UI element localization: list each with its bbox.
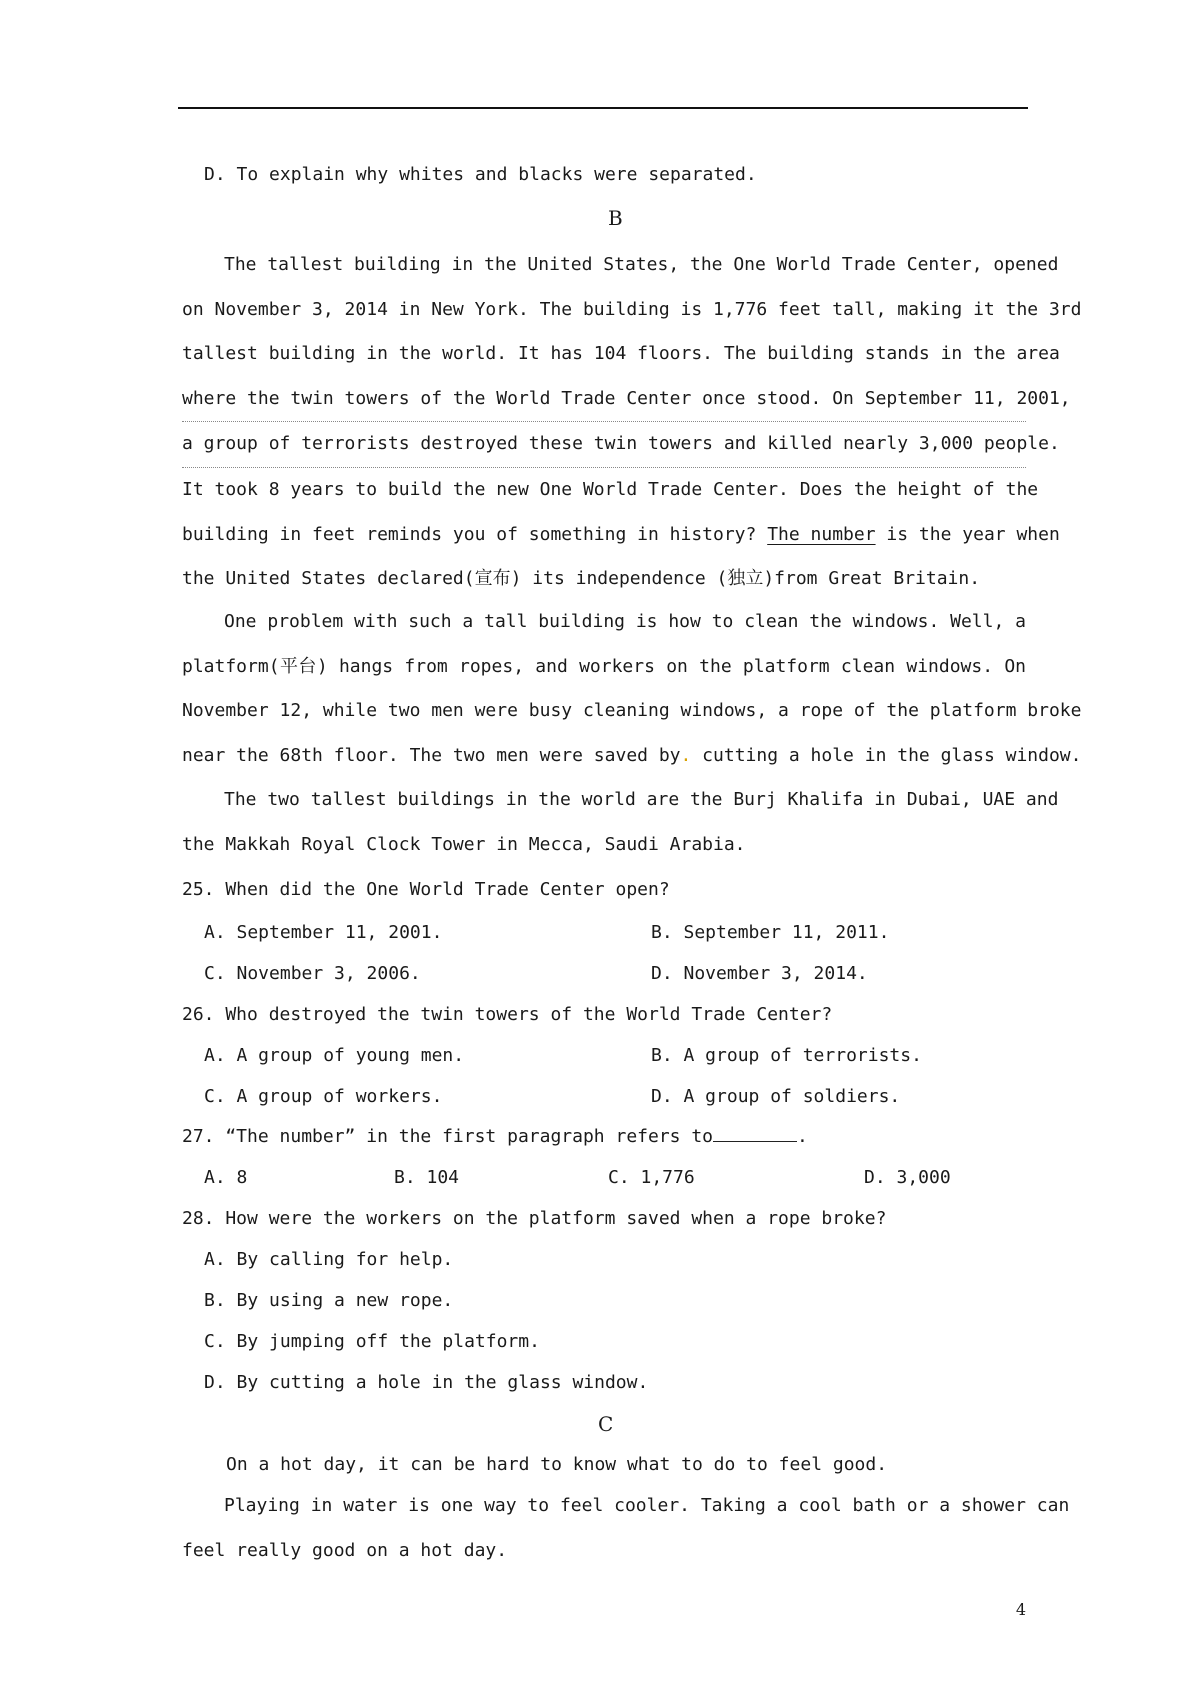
text-line: tallest building in the world. It has 104 floors. The building stands in the area xyxy=(182,343,1060,365)
question-26-stem: 26. Who destroyed the twin towers of the World Trade Center? xyxy=(182,1004,833,1025)
page-number: 4 xyxy=(1015,1600,1026,1619)
question-26-option-b: B. A group of terrorists. xyxy=(651,1045,922,1066)
text-segment: 27. “The number” in the first paragraph refers to xyxy=(182,1126,714,1147)
answer-blank xyxy=(713,1127,797,1142)
question-27-option-a: A. 8 xyxy=(204,1167,248,1188)
question-28-option-d: D. By cutting a hole in the glass window. xyxy=(204,1372,649,1393)
text-line: on November 3, 2014 in New York. The building is 1,776 feet tall, making it the 3rd xyxy=(182,298,1082,320)
highlight-mark: . xyxy=(680,744,692,766)
text-segment: . xyxy=(797,1126,808,1147)
section-b-heading: B xyxy=(608,206,623,230)
text-segment: near the 68th floor. The two men were saved by xyxy=(182,744,681,766)
question-28-option-b: B. By using a new rope. xyxy=(204,1290,454,1311)
question-25-option-c: C. November 3, 2006. xyxy=(204,963,421,984)
section-c-heading: C xyxy=(598,1412,614,1436)
text-line xyxy=(182,734,1082,779)
question-26-option-a: A. A group of young men. xyxy=(204,1045,465,1066)
question-28-option-a: A. By calling for help. xyxy=(204,1249,454,1270)
prev-question-option-d: D. To explain why whites and blacks were separated. xyxy=(204,164,757,185)
text-line: It took 8 years to build the new One World Trade Center. Does the height of the xyxy=(182,478,1039,500)
question-28-stem: 28. How were the workers on the platform saved when a rope broke? xyxy=(182,1208,887,1229)
text-line: Playing in water is one way to feel cooler. Taking a cool bath or a shower can xyxy=(224,1495,1070,1516)
question-27-option-d: D. 3,000 xyxy=(864,1167,951,1188)
question-25-stem: 25. When did the One World Trade Center open? xyxy=(182,879,670,900)
text-line: feel really good on a hot day. xyxy=(182,1539,508,1561)
text-line xyxy=(182,513,1060,558)
question-25-option-b: B. September 11, 2011. xyxy=(651,922,890,943)
section-c-line-1: On a hot day, it can be hard to know what to do to feel good. xyxy=(226,1454,888,1475)
question-28-option-c: C. By jumping off the platform. xyxy=(204,1331,540,1352)
question-26-option-c: C. A group of workers. xyxy=(204,1086,443,1107)
question-25-option-a: A. September 11, 2001. xyxy=(204,922,443,943)
question-25-option-d: D. November 3, 2014. xyxy=(651,963,868,984)
question-27-option-c: C. 1,776 xyxy=(608,1167,695,1188)
section-b-paragraph-2 xyxy=(182,600,1082,778)
text-line: November 12, while two men were busy cleaning windows, a rope of the platform broke xyxy=(182,700,1082,722)
text-segment: building in feet reminds you of something in history? xyxy=(182,523,757,545)
header-rule xyxy=(178,107,1028,109)
question-26-option-d: D. A group of soldiers. xyxy=(651,1086,901,1107)
text-line: where the twin towers of the World Trade Center once stood. On September 11, 2001, xyxy=(182,377,1026,423)
section-b-paragraph-3 xyxy=(182,778,1059,867)
text-line: One problem with such a tall building is how to clean the windows. Well, a xyxy=(224,611,1026,632)
text-line: the Makkah Royal Clock Tower in Mecca, Saudi Arabia. xyxy=(182,833,746,855)
text-segment: cutting a hole in the glass window. xyxy=(691,744,1082,766)
underlined-phrase: The number xyxy=(767,523,876,545)
text-line: The tallest building in the United States, the One World Trade Center, opened xyxy=(224,254,1059,275)
text-line: The two tallest buildings in the world are the Burj Khalifa in Dubai, UAE and xyxy=(224,789,1059,810)
text-line: the United States declared(宣布) its independence (独立)from Great Britain. xyxy=(182,568,981,590)
question-27-option-b: B. 104 xyxy=(394,1167,460,1188)
text-line: a group of terrorists destroyed these twin towers and killed nearly 3,000 people. xyxy=(182,422,1026,468)
text-segment: is the year when xyxy=(886,523,1060,545)
section-b-paragraph-1 xyxy=(182,243,1082,602)
section-c-paragraph xyxy=(182,1484,1070,1573)
text-line: platform(平台) hangs from ropes, and workers on the platform clean windows. On xyxy=(182,655,1026,677)
question-27-stem xyxy=(182,1126,808,1147)
